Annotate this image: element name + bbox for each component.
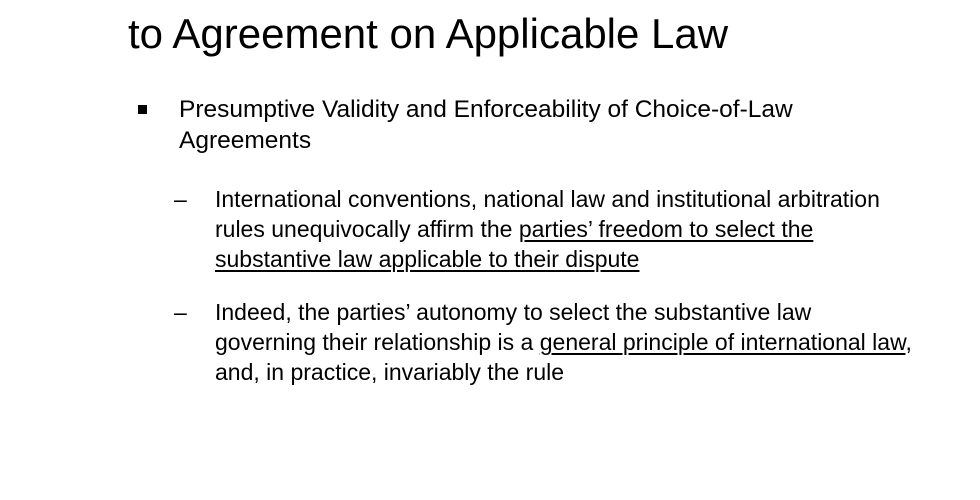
sub-bullet-2-underlined: general principle of international law bbox=[539, 329, 906, 355]
sub-bullet-1-underlined: parties’ freedom to select the substantive law applicable to their dispute bbox=[215, 216, 814, 272]
main-bullet-text: Presumptive Validity and Enforceability of Choice-of-Law Agreements bbox=[179, 96, 793, 154]
sub-bullet-text-2 bbox=[215, 297, 915, 387]
square-bullet-icon bbox=[138, 105, 147, 114]
sub-bullet-2-text: Indeed, the parties’ autonomy to select the substantive law governing their relationship is a bbox=[215, 299, 812, 355]
sub-bullet-2-text-after: , and, in practice, invariably the rule bbox=[215, 329, 912, 385]
slide-title: to Agreement on Applicable Law bbox=[128, 10, 729, 57]
sub-bullet-1-text: International conventions, national law and institutional arbitration rules unequivocally affirm the bbox=[215, 186, 880, 242]
dash-marker: – bbox=[174, 186, 187, 212]
sub-bullet-text-1 bbox=[215, 184, 915, 274]
dash-marker: – bbox=[174, 299, 187, 325]
